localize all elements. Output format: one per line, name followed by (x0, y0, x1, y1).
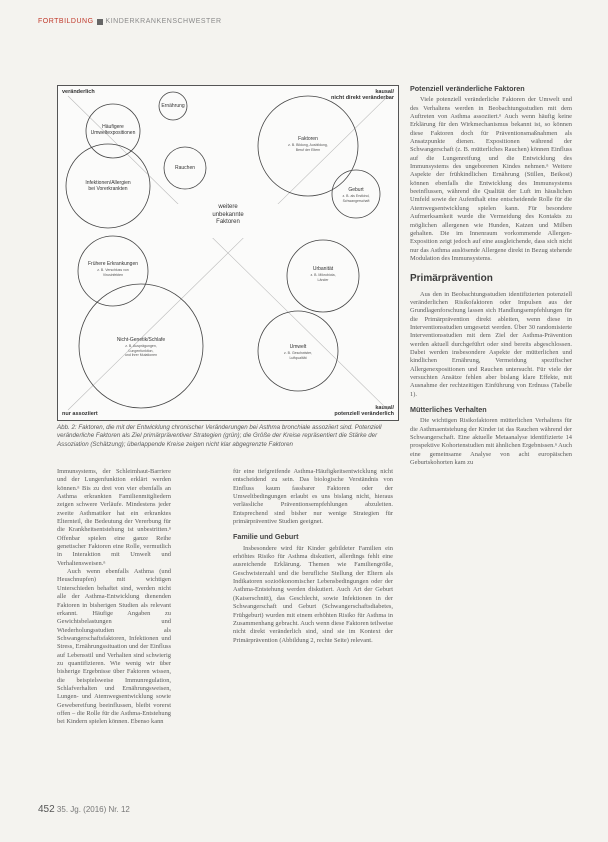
circle-fruehe: Frühere Erkrankungen (87, 261, 139, 267)
circle-urbanitaet-sub: z. B. Mikrobiota, Länder (310, 273, 336, 282)
right-body-1: Viele potenziell veränderliche Faktoren der Umwelt und des Verhaltens werden in Beobachtungsstudien mit dem Auftreten von Asthma assoziiert.ⁿ Auch wenn häufig keine Erklärung für den Wirkmechanismus bekannt ist, so können diese Faktoren doch für Präventionsmaßnahmen als Ansatzpunkte dienen. Expositionen während der Schwangerschaft (z. B. mütterliches Rauchen) können Einfluss auf die Lungenreifung und die Entwicklung des Immunsystems des ungeborenen Kindes nehmen.ⁿ Weitere Aspekte der frühkindlichen Ernährung (Stillen, Beikost) können ebenfalls die Entwicklung des Immunsystems beeinflussen, während die Qualität der Luft im häuslichen Umfeld sowie der Aufenthalt eine entscheidende Rolle für die Atemwegsentwicklung spielen kann. Für besondere Aufmerksamkeit wurde die Vermeidung des Kontakts zu möglichen allergenen wie Hunden, Katzen und Milben gehalten. Die im Innenraum vorkommende Allergen-Exposition zeigt jedoch auf eine ausgleichende, dass sich nicht nur das Asthma auslösende Allergene direkt in Bezug stehende Modulation des Immunsystems. (410, 96, 572, 262)
circle-infektionen: Infektionen/Allergien bei Vorerkrankten (85, 180, 131, 192)
heading-familie-geburt: Familie und Geburt (233, 532, 299, 542)
issue-info: 35. Jg. (2016) Nr. 12 (56, 805, 130, 814)
corner-label-top-right: kausal/ nicht direkt veränderbar (331, 89, 394, 101)
heading-veraenderliche-faktoren: Potenziell veränderliche Faktoren (410, 85, 525, 93)
page-header (38, 18, 222, 25)
left-paragraph-1: Immunsystems, der Schleimhaut-Barriere und der Lungenfunktion erklärt werden können.ⁿ Bis zu drei von vier ebenfalls an Asthma erkrankten Familienmitgliedern zeigen schwere Verläufe. Mindestens jeder zweite Asthmatiker hat ein erkranktes Elternteil, die Bedeutung der Vererbung für die Krankheitsentstehung ist unbestritten.ⁿ Offenbar spielen eine ganze Reihe genetischer Faktoren eine Rolle, vermutlich in Interaktion mit Umwelt und Verhaltensweisen.ⁿ (57, 468, 171, 567)
circle-ernaehrung: Ernährung (161, 103, 185, 109)
circle-umwelt-sub: z. B. Geschwister, Luftqualität (283, 351, 312, 360)
circle-nicht-genetik-sub: z. B. Ausprägungen, Lungenfunktion, und ihrer Mutationen (124, 344, 158, 357)
circle-geburt-sub: z. B. als Erstkind, Schwangerschaft (342, 194, 370, 203)
circle-umwelt: Umwelt (289, 344, 307, 350)
left-paragraph-2: Auch wenn ebenfalls Asthma (und Heuschnupfen) mit wichtigen Unterschieden behaftet sind, werden nicht alle der Asthma-Entwicklung dienenden Faktoren in bisherigen Studien als relevant erkannt. Häufige Angaben zu Gewichtsbelastungen und Wiederholungsstudien als Schwangerschaftsfaktoren, Infektionen und Stress, Ernährungssituation und der Einfluss auf Lebensstil und Verhalten sind schwierig zu quantifizieren. Wie wenig wir über bisherige Ergebnisse über Faktoren wissen, die beispielsweise Immunregulation, Schlafverhalten und Ernährungsweisen, Lungen- und Atemwegsentwicklung sowie Gewebereifung beeinflussen, bleibt vorerst offen – die Rolle für die Asthma-Entstehung bei Kindern spielen können. Ebenso kann (57, 568, 171, 726)
heading-primaerpraevention: Primärprävention (410, 273, 493, 285)
circle-haeufigere: Häufigere Umweltexpositionen (90, 124, 136, 136)
circle-geburt: Geburt (348, 187, 364, 193)
corner-label-bottom-right: kausal/ potenziell veränderlich (334, 405, 394, 417)
left-column (57, 468, 171, 798)
middle-intro: für eine tiefgreifende Asthma-Häufigkeitsentwicklung nicht entscheidend zu sein. Das biologische Verständnis von Einfluss kaum fassbarer Faktoren oder der Umweltbedingungen erlaubt es uns bislang nicht, hieraus verlässliche Präventionsempfehlungen abzuleiten. Entsprechend sind bisher nur wenige Strategien für primärpräventive Studien geeignet. (233, 468, 393, 526)
header-section: FORTBILDUNG (38, 18, 94, 25)
corner-label-top-left: veränderlich (62, 89, 95, 95)
figure-caption: Abb. 2: Faktoren, die mit der Entwicklung chronischer Veränderungen bei Asthma bronchiale assoziiert sind. Potenziell veränderliche Faktoren als Ziel primärpräventiver Strategien (grün); die Größe der Kreise repräsentiert die Stärke der Assoziation (Schätzung); überlappende Kreise zeigen nicht klar abgegrenzte Faktoren (57, 424, 382, 448)
circle-faktoren-sub: z. B. Bildung, Ausbildung, Beruf der Eltern (288, 143, 328, 152)
center-label: weitere unbekannte Faktoren (212, 204, 244, 225)
circle-faktoren: Faktoren (298, 136, 318, 142)
middle-body: Insbesondere wird für Kinder gebildeter Familien ein erhöhtes Risiko für Asthma diskutiert, allerdings fehlt eine ausreichende Erklärung. Themen wie Familiengröße, Geschwisterzahl und die berufliche Stellung der Eltern als Indikatoren sozioökonomischer Lebensbedingungen oder der Asthma-Entstehung werden diskutiert. Auch Art der Geburt (Kaiserschnitt), das Geschlecht, sowie Infektionen in der Schwangerschaft und Geburt (Schwangerschaftsdiabetes, Frühgeburt) wurden mit einem erhöhten Risiko für Asthma in Zusammenhang gebracht. Auch wenn diese Faktoren teilweise nicht direkt veränderlich sind, sind sie im Kontext der Primärprävention (Abbildung 2, rechte Seite) relevant. (233, 544, 393, 644)
page-footer (38, 804, 130, 815)
diagram-lines (58, 86, 398, 420)
header-section2: KINDERKRANKENSCHWESTER (105, 18, 222, 25)
page-number: 452 (38, 804, 55, 815)
circle-fruehe-sub: z. B. Verschluss von Virusinfekten (97, 268, 129, 277)
right-body-3: Die wichtigen Risikofaktoren mütterlichen Verhaltens für die Asthmaentstehung der Kinder ist das Rauchen während der Schwangerschaft. Eine aktuelle Metaanalyse identifizierte 14 prospektive Kohortenstudien mit ähnlichen Ergebnissen.ⁿ Auch eine gemeinsame Analyse von acht europäischen Geburtskohorten kam zu (410, 417, 572, 467)
circle-nicht-genetik: Nicht-Genetik/Schlafe (116, 337, 166, 343)
circle-rauchen: Rauchen (174, 165, 195, 171)
circle-urbanitaet: Urbanität (312, 266, 334, 272)
corner-label-bottom-left: nur assoziiert (62, 411, 98, 417)
middle-column (233, 468, 393, 798)
factor-diagram (57, 85, 399, 421)
right-body-2: Aus den in Beobachtungsstudien identifizierten potenziell veränderlichen Risikofaktoren oder Impulsen aus der Grundlagenforschung lassen sich Handlungsempfehlungen für die Primärprävention direkt ableiten, wenn diese in Interventionsstudien umgesetzt werden. Über 30 randomisierte Interventionsstudien mit dem Ziel der Asthma-Prävention werden aktuell durchgeführt oder sind bereits abgeschlossen. Dabei werden insbesondere Aspekte der mütterlichen und kindlichen Ernährung, Vermeidung spezifischer Allergenexpositionen und Rauchen untersucht. Für viele der versuchten Ansätze fehlen aber bislang klare Effekte, mit Ausnahme der rechtzeitigen Einführung von Erdnuss (Tabelle 1). (410, 290, 572, 398)
heading-muetterliches-verhalten: Mütterliches Verhalten (410, 405, 487, 415)
header-square-icon (97, 19, 103, 25)
right-column (410, 85, 572, 800)
